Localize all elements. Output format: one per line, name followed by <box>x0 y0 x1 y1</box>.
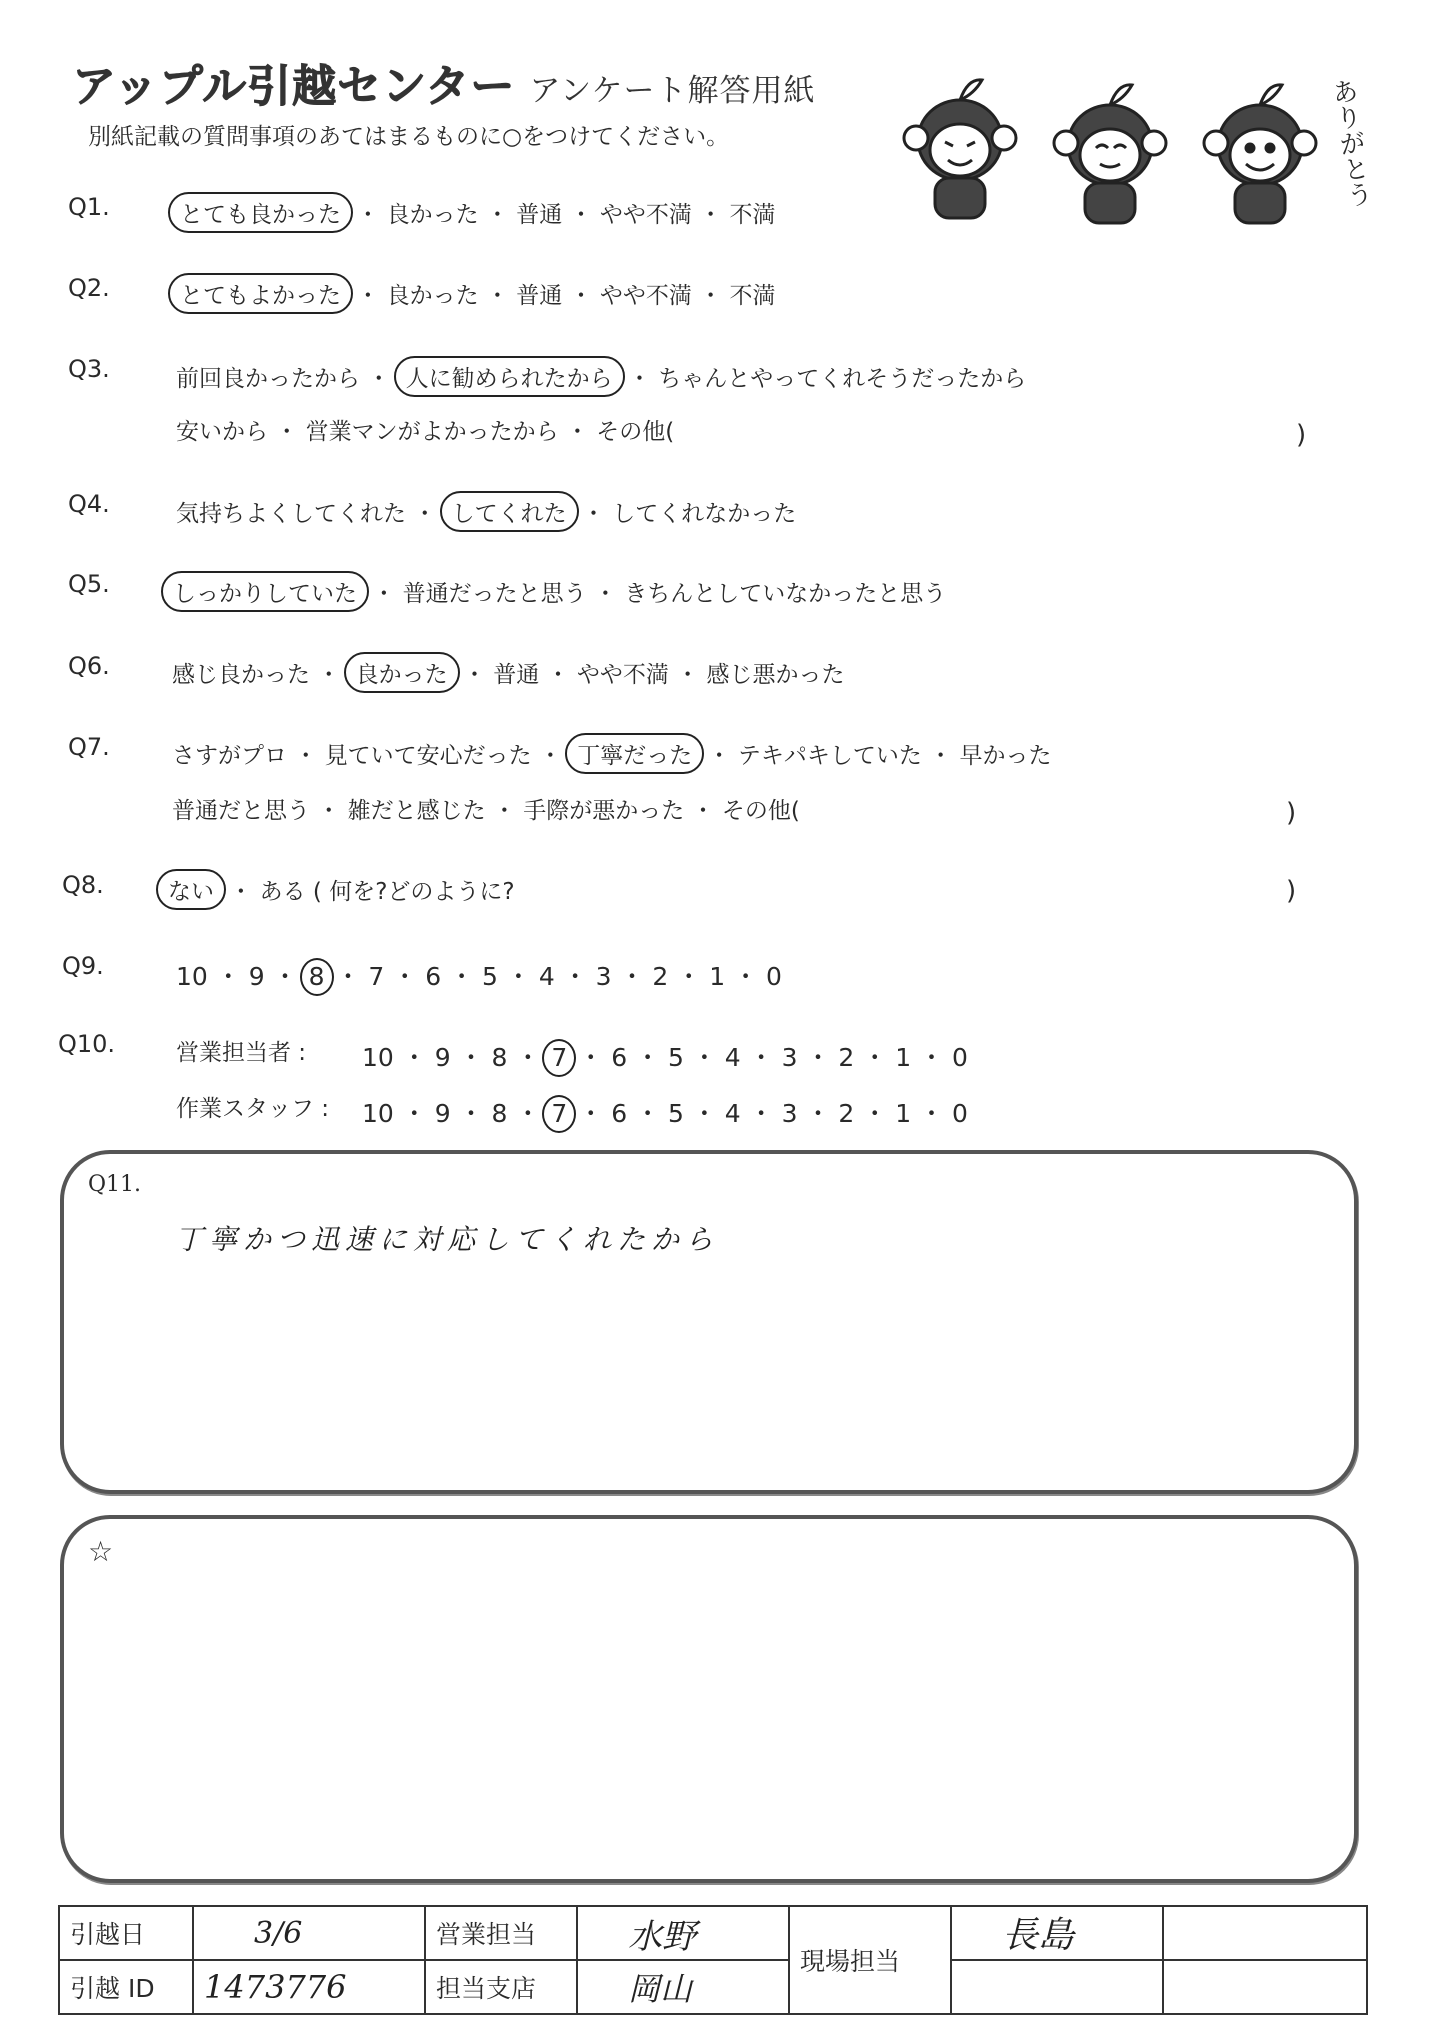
site-extra-cell-2 <box>951 1960 1163 2014</box>
q8-options <box>160 873 515 906</box>
q2-label: Q2. <box>68 274 110 302</box>
q10-staff-pre: 10 ・ 9 ・ 8 ・ <box>362 1099 541 1128</box>
q1-label: Q1. <box>68 193 110 221</box>
q10-staff-name: 作業スタッフ : <box>176 1096 330 1122</box>
q5-selected-option[interactable]: しっかりしていた <box>161 571 369 612</box>
q7-option-post: ・ テキパキしていた ・ 早かった <box>707 743 1052 769</box>
q3-option-post: ・ ちゃんとやってくれそうだったから <box>627 366 1027 392</box>
mascot-illustration <box>890 60 1350 250</box>
q9-selected-score[interactable]: 8 <box>300 958 334 996</box>
q7-options <box>172 737 1052 770</box>
branch-label: 担当支店 <box>425 1960 577 2014</box>
q4-options <box>176 495 796 528</box>
q3-options-line2: 安いから ・ 営業マンがよかったから ・ その他( <box>176 419 675 445</box>
move-id-label: 引越 ID <box>59 1960 193 2014</box>
q11-answer-box[interactable] <box>60 1150 1358 1494</box>
free-comment-box[interactable] <box>60 1515 1358 1883</box>
q10-staff-scale <box>362 1094 968 1130</box>
monkey-icon <box>1054 85 1166 223</box>
monkey-icon <box>1204 85 1316 223</box>
move-id-text: 1473776 <box>204 1968 347 2006</box>
q1-selected-option[interactable]: とても良かった <box>168 192 353 233</box>
q2-selected-option[interactable]: とてもよかった <box>168 273 353 314</box>
q7-label: Q7. <box>68 733 110 761</box>
q4-option-pre: 気持ちよくしてくれた ・ <box>176 501 437 527</box>
site-extra-cell-3 <box>1163 1960 1367 2014</box>
q10-sales-selected-score[interactable]: 7 <box>542 1039 576 1077</box>
form-subtitle: アンケート解答用紙 <box>529 73 816 109</box>
sales-label: 営業担当 <box>425 1906 577 1960</box>
branch-name-text: 岡山 <box>628 1970 693 2008</box>
q3-label: Q3. <box>68 355 110 383</box>
q10-label: Q10. <box>58 1030 116 1058</box>
q1-options <box>172 196 776 229</box>
q4-selected-option[interactable]: してくれた <box>440 491 579 532</box>
q3-close-paren: ) <box>1296 420 1307 450</box>
monkey-icon <box>904 80 1016 218</box>
q10-sales-name: 営業担当者 : <box>176 1040 307 1066</box>
q7-option-pre: さすがプロ ・ 見ていて安心だった ・ <box>172 743 562 769</box>
q6-options <box>172 656 845 689</box>
q3-selected-option[interactable]: 人に勧められたから <box>394 356 625 397</box>
q9-scale-post: ・ 7 ・ 6 ・ 5 ・ 4 ・ 3 ・ 2 ・ 1 ・ 0 <box>335 962 782 991</box>
q10-sales-post: ・ 6 ・ 5 ・ 4 ・ 3 ・ 2 ・ 1 ・ 0 <box>578 1043 968 1072</box>
star-icon: ☆ <box>88 1535 114 1568</box>
q8-label: Q8. <box>62 871 104 899</box>
q6-label: Q6. <box>68 652 110 680</box>
site-value <box>951 1906 1163 1960</box>
q1-other-options: ・ 良かった ・ 普通 ・ やや不満 ・ 不満 <box>356 202 776 228</box>
q10-sales-scale <box>362 1038 968 1074</box>
q6-option-post: ・ 普通 ・ やや不満 ・ 感じ悪かった <box>462 662 845 688</box>
q2-options <box>172 277 776 310</box>
instruction-text: 別紙記載の質問事項のあてはまるものに○をつけてください。 <box>88 124 730 150</box>
sales-value <box>577 1906 789 1960</box>
q9-scale-pre: 10 ・ 9 ・ <box>176 962 298 991</box>
q10-sales-pre: 10 ・ 9 ・ 8 ・ <box>362 1043 541 1072</box>
move-date-text: 3/6 <box>254 1915 303 1951</box>
q4-label: Q4. <box>68 490 110 518</box>
footer-info-table <box>58 1905 1368 2015</box>
q4-option-post: ・ してくれなかった <box>581 501 797 527</box>
q9-label: Q9. <box>62 952 104 980</box>
q8-close-paren: ) <box>1286 876 1297 906</box>
branch-value <box>577 1960 789 2014</box>
q11-label: Q11. <box>88 1172 142 1197</box>
q10-staff-selected-score[interactable]: 7 <box>542 1095 576 1133</box>
move-id-value <box>193 1960 425 2014</box>
q5-label: Q5. <box>68 570 110 598</box>
move-date-label: 引越日 <box>59 1906 193 1960</box>
company-name: アップル引越センター <box>72 61 516 112</box>
site-name-text: 長島 <box>1002 1915 1075 1956</box>
q6-selected-option[interactable]: 良かった <box>344 652 460 693</box>
site-extra-cell <box>1163 1906 1367 1960</box>
q2-other-options: ・ 良かった ・ 普通 ・ やや不満 ・ 不満 <box>356 283 776 309</box>
q8-option-post: ・ ある ( 何を?どのように? <box>229 879 515 905</box>
q5-options <box>165 575 946 608</box>
q3-options <box>176 360 1026 393</box>
form-title <box>72 50 816 114</box>
q11-handwritten-answer: 丁寧かつ迅速に対応してくれたから <box>175 1223 720 1256</box>
q7-close-paren: ) <box>1286 798 1297 828</box>
q9-scale <box>176 957 782 993</box>
site-label: 現場担当 <box>789 1906 951 2014</box>
q8-selected-option[interactable]: ない <box>156 869 226 910</box>
q7-options-line2: 普通だと思う ・ 雑だと感じた ・ 手際が悪かった ・ その他( <box>172 798 800 824</box>
mascot-caption: ありがとう <box>1326 76 1374 210</box>
q5-option-post: ・ 普通だったと思う ・ きちんとしていなかったと思う <box>372 581 947 607</box>
q10-staff-post: ・ 6 ・ 5 ・ 4 ・ 3 ・ 2 ・ 1 ・ 0 <box>578 1099 968 1128</box>
q3-option-pre: 前回良かったから ・ <box>176 366 391 392</box>
q6-option-pre: 感じ良かった ・ <box>172 662 341 688</box>
sales-name-text: 水野 <box>628 1916 696 1957</box>
q7-selected-option[interactable]: 丁寧だった <box>565 733 704 774</box>
move-date-value <box>193 1906 425 1960</box>
